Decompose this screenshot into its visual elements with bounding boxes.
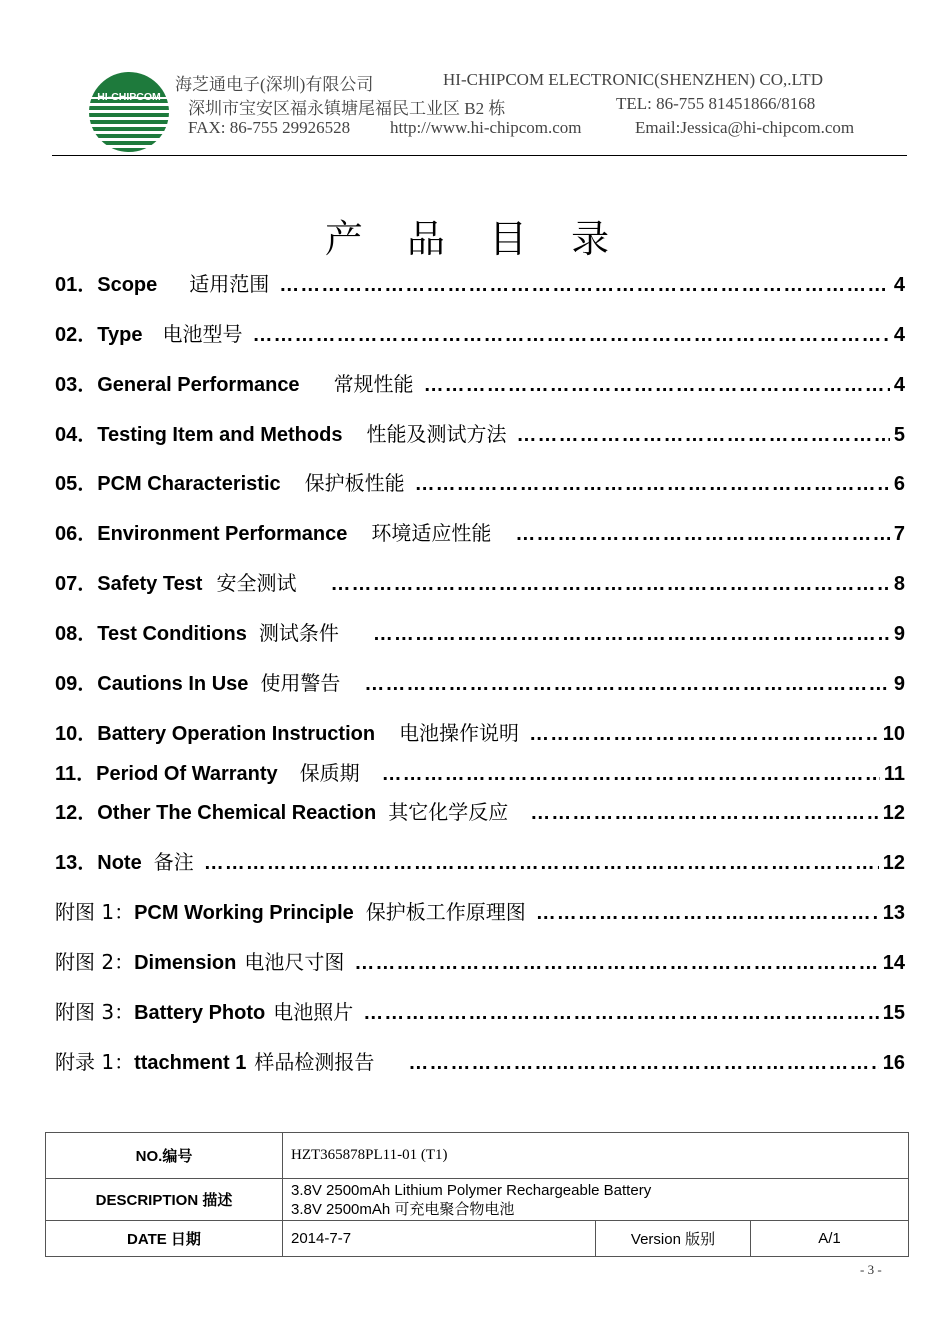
toc-label: Dimension: [134, 952, 237, 974]
toc-page: 5: [893, 424, 905, 446]
toc-leader: [204, 852, 879, 875]
toc-page: 11: [883, 763, 905, 785]
toc-entry[interactable]: [55, 268, 905, 296]
toc-leader: [252, 324, 889, 347]
toc-leader: [330, 573, 889, 596]
version-value: A/1: [751, 1221, 909, 1257]
toc-label-cn: 电池型号: [162, 322, 243, 346]
company-tel: TEL: 86-755 81451866/8168: [616, 94, 816, 113]
document-info-table: [45, 1132, 909, 1257]
toc-label-cn: 其它化学反应: [388, 800, 509, 824]
toc-leader: [515, 523, 890, 546]
toc-label: 09．Cautions In Use: [55, 673, 249, 695]
doc-number-value: HZT365878PL11-01 (T1): [283, 1133, 909, 1179]
company-fax: FAX: 86-755 29926528: [188, 118, 351, 137]
toc-leader: [516, 424, 889, 447]
toc-label-cn: 测试条件: [258, 621, 339, 645]
toc-leader: [364, 673, 889, 696]
description-value: [283, 1179, 909, 1221]
toc-prefix: 附图 2：: [55, 950, 135, 974]
toc-page: 10: [882, 723, 905, 745]
toc-entry[interactable]: [55, 467, 905, 495]
toc-label: ttachment 1: [134, 1052, 247, 1074]
toc-leader: [363, 1002, 879, 1025]
toc-entry[interactable]: [55, 517, 905, 545]
toc-leader: [382, 763, 880, 786]
toc-leader: [529, 723, 879, 746]
company-logo: [88, 71, 170, 153]
toc-label: 12．Other The Chemical Reaction: [55, 802, 377, 824]
toc-page: 7: [893, 523, 905, 545]
svg-text:HI-CHIPCOM: HI-CHIPCOM: [97, 91, 161, 103]
toc-entry[interactable]: [55, 318, 905, 346]
toc-label-cn: 保护板性能: [304, 471, 405, 495]
toc-leader: [536, 902, 879, 925]
toc-label-cn: 电池操作说明: [399, 721, 520, 745]
toc-entry[interactable]: [55, 567, 905, 595]
description-line-en: 3.8V 2500mAh Lithium Polymer Rechargeable Battery: [291, 1181, 652, 1199]
toc-label: 05．PCM Characteristic: [55, 473, 281, 495]
toc-label: 08．Test Conditions: [55, 623, 247, 645]
toc-label: 10．Battery Operation Instruction: [55, 723, 376, 745]
toc-entry[interactable]: [55, 796, 905, 824]
toc-entry[interactable]: [55, 368, 905, 396]
toc-leader: [415, 473, 890, 496]
toc-page: 12: [882, 852, 905, 874]
toc-label-cn: 样品检测报告: [254, 1050, 375, 1074]
toc-label: Battery Photo: [134, 1002, 266, 1024]
toc-label-cn: 性能及测试方法: [366, 422, 507, 446]
toc-entry[interactable]: [55, 1046, 905, 1074]
toc-prefix: 附录 1：: [55, 1050, 135, 1074]
company-name-cn: 海芝通电子(深圳)有限公司: [175, 75, 374, 94]
toc-label-cn: 常规性能: [333, 372, 414, 396]
toc-entry[interactable]: [55, 717, 905, 745]
toc-page: 9: [893, 623, 905, 645]
description-label: DESCRIPTION 描述: [46, 1179, 283, 1221]
company-email[interactable]: Email:Jessica@hi-chipcom.com: [635, 118, 855, 137]
header-divider: [52, 155, 907, 156]
page-header: [0, 0, 950, 160]
toc-label: 13．Note: [55, 852, 142, 874]
toc-page: 4: [893, 324, 905, 346]
toc-label-cn: 保护板工作原理图: [365, 900, 526, 924]
toc-leader: [373, 623, 890, 646]
toc-label-cn: 备注: [153, 850, 194, 874]
toc-label-cn: 环境适应性能: [371, 521, 492, 545]
toc-page: 9: [893, 673, 905, 695]
toc-label: 01．Scope: [55, 274, 158, 296]
toc-page: 6: [893, 473, 905, 495]
toc-label-cn: 电池尺寸图: [244, 950, 345, 974]
toc-leader: [279, 274, 890, 297]
toc-label-cn: 适用范围: [189, 272, 270, 296]
toc-leader: [354, 952, 878, 975]
toc-entry[interactable]: [55, 946, 905, 974]
toc-leader: [424, 374, 890, 397]
toc-entry[interactable]: [55, 617, 905, 645]
toc-prefix: 附图 1：: [55, 900, 135, 924]
toc-label: PCM Working Principle: [134, 902, 354, 924]
toc-page: 4: [893, 374, 905, 396]
info-row-description: [46, 1179, 909, 1221]
toc-label: 03．General Performance: [55, 374, 300, 396]
toc-label: 06．Environment Performance: [55, 523, 348, 545]
toc-entry[interactable]: [55, 846, 905, 874]
toc-entry[interactable]: [55, 896, 905, 924]
page-number: - 3 -: [860, 1262, 882, 1277]
company-address: 深圳市宝安区福永镇塘尾福民工业区 B2 栋: [188, 99, 506, 118]
toc-label: 07．Safety Test: [55, 573, 203, 595]
page-title: 产 品 目 录: [324, 217, 626, 261]
toc-page: 4: [893, 274, 905, 296]
toc-page: 12: [882, 802, 905, 824]
toc-page: 13: [882, 902, 905, 924]
date-value: 2014-7-7: [283, 1221, 596, 1257]
doc-number-label: NO.编号: [46, 1133, 283, 1179]
toc-label-cn: 保质期: [299, 761, 360, 785]
toc-entry[interactable]: [55, 667, 905, 695]
version-label: Version 版别: [596, 1221, 751, 1257]
toc-page: 16: [882, 1052, 905, 1074]
toc-label-cn: 电池照片: [273, 1000, 354, 1024]
toc-entry[interactable]: [55, 996, 905, 1024]
toc-page: 15: [882, 1002, 905, 1024]
toc-page: 14: [882, 952, 905, 974]
date-label: DATE 日期: [46, 1221, 283, 1257]
toc-prefix: 附图 3：: [55, 1000, 135, 1024]
toc-label: 11．Period Of Warranty: [55, 763, 278, 785]
company-website[interactable]: http://www.hi-chipcom.com: [390, 118, 582, 137]
toc-label: 02．Type: [55, 324, 143, 346]
toc-label: 04．Testing Item and Methods: [55, 424, 343, 446]
toc-entry[interactable]: [55, 418, 905, 446]
toc-entry[interactable]: [55, 757, 905, 785]
toc-label-cn: 安全测试: [216, 571, 297, 595]
toc-label-cn: 使用警告: [260, 671, 341, 695]
toc-leader: [408, 1052, 878, 1075]
company-name-en: HI-CHIPCOM ELECTRONIC(SHENZHEN) CO,.LTD: [443, 70, 823, 89]
toc-page: 8: [893, 573, 905, 595]
info-row-date: [46, 1221, 909, 1257]
description-line-cn: 3.8V 2500mAh 可充电聚合物电池: [291, 1200, 515, 1218]
info-row-number: [46, 1133, 909, 1179]
toc-leader: [530, 802, 879, 825]
